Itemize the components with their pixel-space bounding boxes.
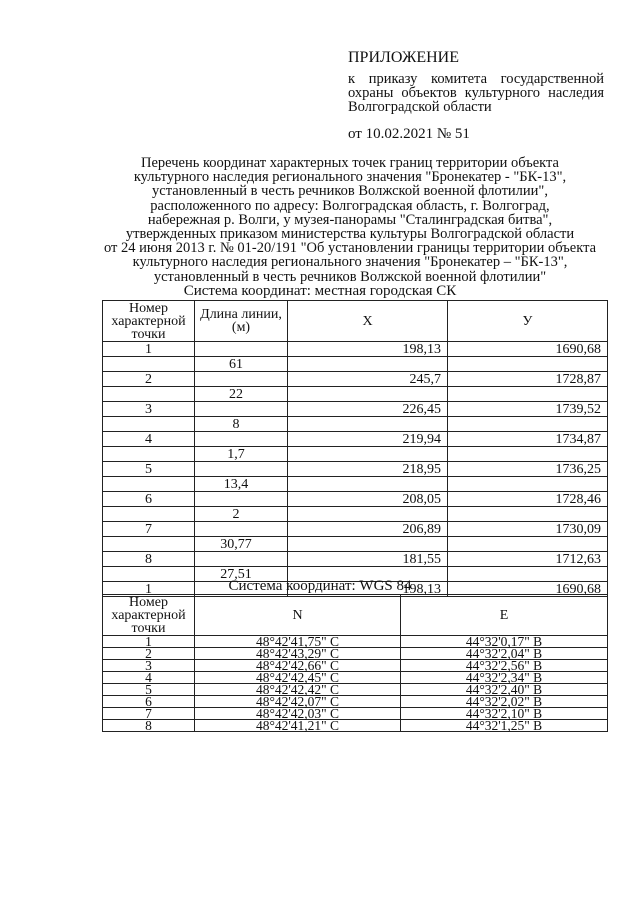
x-coordinate: 181,55 bbox=[288, 552, 448, 567]
table-row bbox=[103, 462, 608, 477]
empty-cell bbox=[195, 492, 288, 507]
segment-row bbox=[103, 447, 608, 462]
table-header-row bbox=[103, 595, 608, 636]
x-coordinate: 198,13 bbox=[288, 342, 448, 357]
empty-cell bbox=[103, 537, 195, 552]
empty-cell bbox=[288, 417, 448, 432]
point-number: 7 bbox=[103, 522, 195, 537]
y-coordinate: 1712,63 bbox=[448, 552, 608, 567]
empty-cell bbox=[448, 447, 608, 462]
header-point-number: Номер характерной точки bbox=[103, 595, 195, 636]
y-coordinate: 1728,87 bbox=[448, 372, 608, 387]
segment-length: 2 bbox=[195, 507, 288, 522]
segment-row bbox=[103, 537, 608, 552]
latitude: 48°42'42,03" С bbox=[195, 708, 401, 720]
header-e: E bbox=[401, 595, 608, 636]
latitude: 48°42'42,66" С bbox=[195, 660, 401, 672]
longitude: 44°32'0,17" В bbox=[401, 636, 608, 648]
latitude: 48°42'41,21" С bbox=[195, 720, 401, 732]
point-number: 5 bbox=[103, 462, 195, 477]
empty-cell bbox=[288, 387, 448, 402]
appendix-order-reference: к приказу комитета государственной охраны объектов культурного наследия Волгоградской области bbox=[348, 71, 604, 115]
wgs-table-caption: Система координат: WGS 84 bbox=[228, 578, 412, 594]
table-row bbox=[103, 552, 608, 567]
longitude: 44°32'2,56" В bbox=[401, 660, 608, 672]
table-row bbox=[103, 372, 608, 387]
empty-cell bbox=[103, 477, 195, 492]
wgs-coordinates-table bbox=[102, 594, 608, 732]
point-number: 8 bbox=[103, 720, 195, 732]
empty-cell bbox=[448, 537, 608, 552]
latitude: 48°42'41,75" С bbox=[195, 636, 401, 648]
title-line: Перечень координат характерных точек границ территории объекта bbox=[141, 155, 559, 171]
empty-cell bbox=[448, 507, 608, 522]
y-coordinate: 1690,68 bbox=[448, 342, 608, 357]
empty-cell bbox=[288, 507, 448, 522]
empty-cell bbox=[195, 432, 288, 447]
segment-length: 22 bbox=[195, 387, 288, 402]
empty-cell bbox=[448, 387, 608, 402]
segment-row bbox=[103, 507, 608, 522]
point-number: 4 bbox=[103, 432, 195, 447]
longitude: 44°32'2,34" В bbox=[401, 672, 608, 684]
segment-length: 30,77 bbox=[195, 537, 288, 552]
point-number: 5 bbox=[103, 684, 195, 696]
appendix-heading: ПРИЛОЖЕНИЕ bbox=[348, 49, 460, 66]
header-n: N bbox=[195, 595, 401, 636]
point-number: 6 bbox=[103, 492, 195, 507]
empty-cell bbox=[103, 447, 195, 462]
local-coordinates-table bbox=[102, 300, 608, 597]
longitude: 44°32'2,10" В bbox=[401, 708, 608, 720]
title-line: культурного наследия регионального значения "Бронекатер – "БК-13", bbox=[132, 254, 568, 271]
segment-row bbox=[103, 477, 608, 492]
empty-cell bbox=[195, 342, 288, 357]
x-coordinate: 219,94 bbox=[288, 432, 448, 447]
segment-row bbox=[103, 387, 608, 402]
wgs-table-body bbox=[103, 636, 608, 732]
empty-cell bbox=[103, 387, 195, 402]
x-coordinate: 198,13 bbox=[288, 582, 448, 597]
title-line: утвержденных приказом министерства культуры Волгоградской области bbox=[125, 226, 575, 243]
segment-row bbox=[103, 357, 608, 372]
empty-cell bbox=[448, 357, 608, 372]
title-line: установленный в честь речников Волжской военной флотилии" bbox=[153, 268, 547, 285]
title-line: культурного наследия регионального значения "Бронекатер - "БК-13", bbox=[133, 169, 567, 186]
y-coordinate: 1730,09 bbox=[448, 522, 608, 537]
empty-cell bbox=[288, 477, 448, 492]
y-coordinate: 1728,46 bbox=[448, 492, 608, 507]
segment-length: 8 bbox=[195, 417, 288, 432]
x-coordinate: 208,05 bbox=[288, 492, 448, 507]
empty-cell bbox=[195, 522, 288, 537]
table-header-row bbox=[103, 301, 608, 342]
empty-cell bbox=[103, 507, 195, 522]
y-coordinate: 1690,68 bbox=[448, 582, 608, 597]
point-number: 8 bbox=[103, 552, 195, 567]
point-number: 1 bbox=[103, 342, 195, 357]
title-line: расположенного по адресу: Волгоградская область, г. Волгоград, bbox=[150, 197, 550, 214]
empty-cell bbox=[195, 402, 288, 417]
empty-cell bbox=[195, 552, 288, 567]
header-line-length: Длина линии, (м) bbox=[195, 301, 288, 342]
document-title bbox=[80, 156, 620, 284]
empty-cell bbox=[288, 447, 448, 462]
empty-cell bbox=[448, 417, 608, 432]
y-coordinate: 1739,52 bbox=[448, 402, 608, 417]
x-coordinate: 206,89 bbox=[288, 522, 448, 537]
table-row bbox=[103, 522, 608, 537]
table-row bbox=[103, 720, 608, 732]
point-number: 4 bbox=[103, 672, 195, 684]
empty-cell bbox=[195, 372, 288, 387]
y-coordinate: 1736,25 bbox=[448, 462, 608, 477]
table-row bbox=[103, 342, 608, 357]
segment-row bbox=[103, 417, 608, 432]
title-line: набережная р. Волги, у музея-панорамы "Сталинградская битва", bbox=[147, 211, 553, 228]
point-number: 1 bbox=[103, 636, 195, 648]
x-coordinate: 245,7 bbox=[288, 372, 448, 387]
latitude: 48°42'43,29" С bbox=[195, 648, 401, 660]
point-number: 3 bbox=[103, 402, 195, 417]
y-coordinate: 1734,87 bbox=[448, 432, 608, 447]
point-number: 7 bbox=[103, 708, 195, 720]
longitude: 44°32'2,04" В bbox=[401, 648, 608, 660]
empty-cell bbox=[288, 537, 448, 552]
header-x: X bbox=[288, 301, 448, 342]
table-row bbox=[103, 432, 608, 447]
empty-cell bbox=[195, 462, 288, 477]
point-number: 6 bbox=[103, 696, 195, 708]
latitude: 48°42'42,45" С bbox=[195, 672, 401, 684]
title-line: установленный в честь речников Волжской военной флотилии", bbox=[152, 183, 548, 200]
longitude: 44°32'2,40" В bbox=[401, 684, 608, 696]
local-table-body bbox=[103, 342, 608, 597]
point-number: 2 bbox=[103, 372, 195, 387]
title-line: от 24 июня 2013 г. № 01-20/191 "Об установлении границы территории объекта bbox=[103, 240, 597, 257]
header-y: У bbox=[448, 301, 608, 342]
point-number: 2 bbox=[103, 648, 195, 660]
x-coordinate: 218,95 bbox=[288, 462, 448, 477]
local-table-caption: Система координат: местная городская СК bbox=[183, 283, 457, 299]
segment-length: 13,4 bbox=[195, 477, 288, 492]
point-number: 3 bbox=[103, 660, 195, 672]
table-row bbox=[103, 402, 608, 417]
x-coordinate: 226,45 bbox=[288, 402, 448, 417]
point-number: 1 bbox=[103, 582, 195, 597]
segment-length: 1,7 bbox=[195, 447, 288, 462]
latitude: 48°42'42,42" С bbox=[195, 684, 401, 696]
longitude: 44°32'1,25" В bbox=[401, 720, 608, 732]
table-row bbox=[103, 492, 608, 507]
empty-cell bbox=[103, 417, 195, 432]
header-point-number: Номер характерной точки bbox=[103, 301, 195, 342]
longitude: 44°32'2,02" В bbox=[401, 696, 608, 708]
empty-cell bbox=[103, 357, 195, 372]
latitude: 48°42'42,07" С bbox=[195, 696, 401, 708]
segment-length: 27,51 bbox=[195, 567, 288, 582]
empty-cell bbox=[448, 477, 608, 492]
empty-cell bbox=[288, 357, 448, 372]
appendix-date-number: от 10.02.2021 № 51 bbox=[348, 126, 470, 142]
segment-length: 61 bbox=[195, 357, 288, 372]
